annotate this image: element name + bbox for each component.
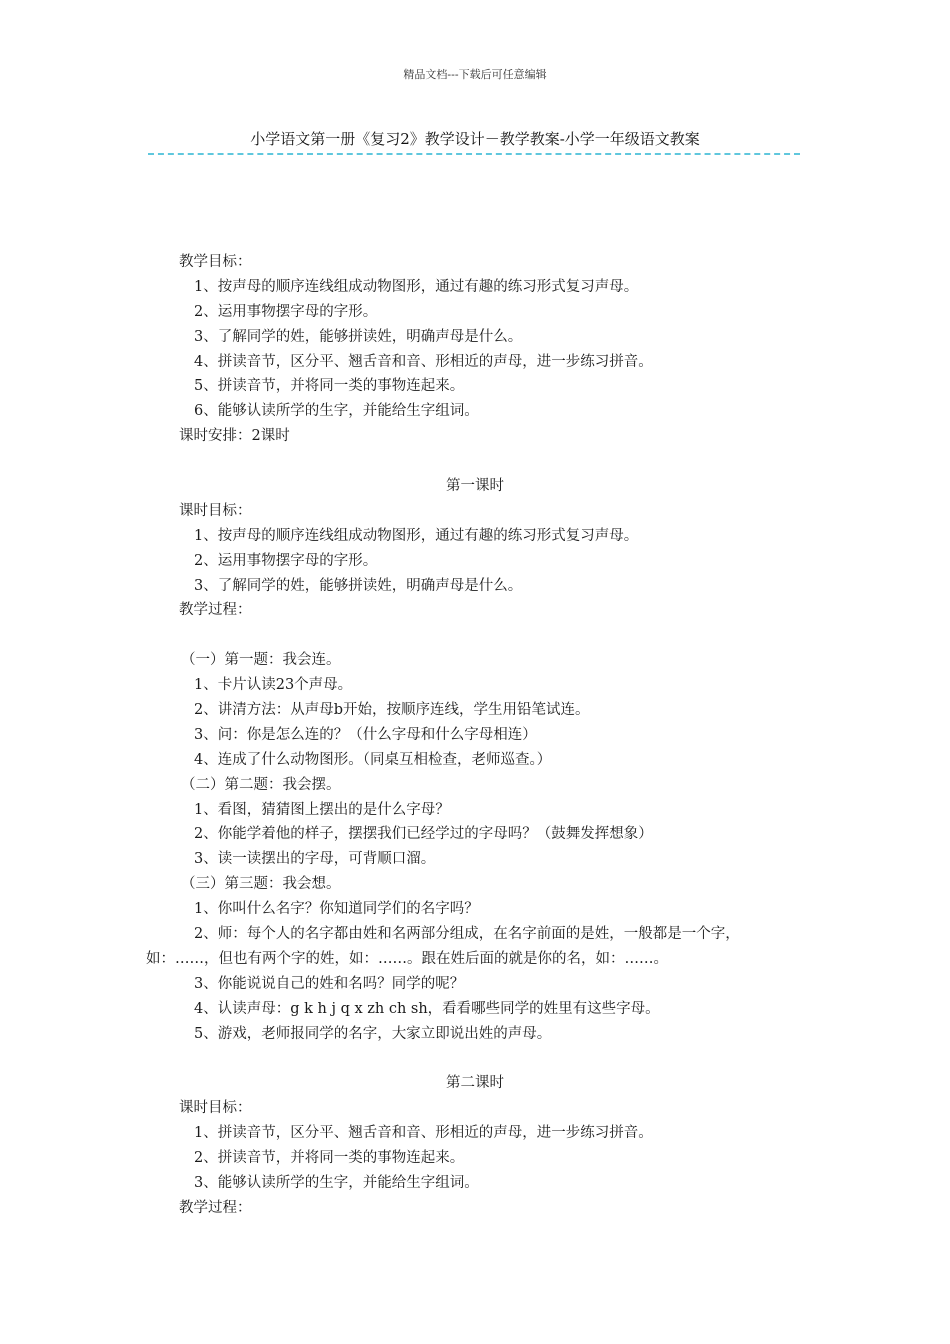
- goals-heading: 教学目标：: [179, 254, 252, 270]
- part1-item: 3、问：你是怎么连的？（什么字母和什么字母相连）: [194, 726, 537, 743]
- lesson2-goal-item: 2、拼读音节，并将同一类的事物连起来。: [194, 1150, 465, 1167]
- part3-item: 4、认读声母：g k h j q x zh ch sh，看看哪些同学的姓里有这些字母。: [194, 1000, 660, 1017]
- part1-item: 4、连成了什么动物图形。（同桌互相检查，老师巡查。）: [194, 751, 552, 768]
- dashed-divider: [148, 153, 800, 155]
- part3-item: 2、师：每个人的名字都由姓和名两部分组成，在名字前面的是姓，一般都是一个字，: [194, 926, 740, 943]
- part2-item: 2、你能学着他的样子，摆摆我们已经学过的字母吗？（鼓舞发挥想象）: [194, 826, 653, 843]
- goal-item: 3、了解同学的姓，能够拼读姓，明确声母是什么。: [194, 328, 523, 345]
- goal-item: 1、按声母的顺序连线组成动物图形，通过有趣的练习形式复习声母。: [194, 278, 639, 295]
- part2-item: 3、读一读摆出的字母，可背顺口溜。: [194, 851, 436, 868]
- document-body: [0, 250, 950, 1221]
- lesson2-process-heading: 教学过程：: [179, 1199, 252, 1216]
- goal-item: 4、拼读音节，区分平、翘舌音和音、形相近的声母，进一步练习拼音。: [194, 353, 653, 370]
- part1-item: 1、卡片认读23个声母。: [194, 677, 353, 694]
- goal-item: 5、拼读音节，并将同一类的事物连起来。: [194, 378, 465, 395]
- part1-item: 2、讲清方法：从声母b开始，按顺序连线，学生用铅笔试连。: [194, 702, 590, 719]
- lesson1-goal-item: 1、按声母的顺序连线组成动物图形，通过有趣的练习形式复习声母。: [194, 527, 639, 544]
- goal-item: 2、运用事物摆字母的字形。: [194, 303, 378, 320]
- lesson1-goal-item: 3、了解同学的姓，能够拼读姓，明确声母是什么。: [194, 577, 523, 594]
- lesson1-process-heading: 教学过程：: [179, 602, 252, 619]
- lesson2-goal-item: 3、能够认读所学的生字，并能给生字组词。: [194, 1174, 479, 1191]
- lesson1-goal-item: 2、运用事物摆字母的字形。: [194, 552, 378, 569]
- part2-item: 1、看图，猜猜图上摆出的是什么字母？: [194, 801, 450, 818]
- part2-title: （二）第二题：我会摆。: [181, 776, 341, 793]
- part3-item: 1、你叫什么名字？你知道同学们的名字吗？: [194, 901, 479, 918]
- part1-title: （一）第一题：我会连。: [181, 652, 341, 669]
- part3-item: 3、你能说说自己的姓和名吗？同学的呢？: [194, 975, 465, 992]
- lesson1-goals-heading: 课时目标：: [179, 502, 252, 519]
- lesson1-title: 第一课时: [446, 478, 504, 495]
- lesson2-title: 第二课时: [446, 1075, 504, 1092]
- part3-item: 5、游戏，老师报同学的名字，大家立即说出姓的声母。: [194, 1025, 552, 1042]
- document-title: 小学语文第一册《复习2》教学设计－教学教案-小学一年级语文教案: [250, 130, 700, 148]
- schedule-text: 课时安排：2课时: [179, 428, 290, 445]
- lesson2-goals-heading: 课时目标：: [179, 1100, 252, 1117]
- part3-item-continued: 如：……，但也有两个字的姓，如：……。跟在姓后面的就是你的名，如：……。: [146, 950, 668, 967]
- header-note: 精品文档---下载后可任意编辑: [403, 68, 547, 81]
- goal-item: 6、能够认读所学的生字，并能给生字组词。: [194, 403, 479, 420]
- lesson2-goal-item: 1、拼读音节，区分平、翘舌音和音、形相近的声母，进一步练习拼音。: [194, 1125, 653, 1142]
- part3-title: （三）第三题：我会想。: [181, 876, 341, 893]
